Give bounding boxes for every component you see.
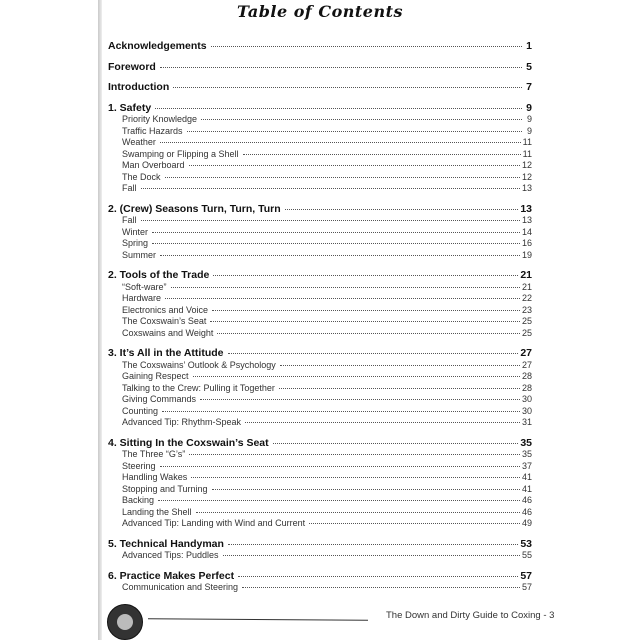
toc-chapter-entry[interactable] [108, 103, 532, 115]
entry-page-number: 53 [520, 537, 532, 550]
entry-page-number: 21 [521, 281, 532, 292]
entry-page-number: 1 [526, 40, 532, 52]
dot-leader [141, 188, 520, 189]
toc-section [108, 270, 532, 339]
entry-title: 2. (Crew) Seasons Turn, Turn, Turn [108, 202, 281, 215]
entry-title: Fall [122, 215, 137, 225]
toc-chapter-entry[interactable] [108, 438, 532, 450]
dot-leader [165, 177, 520, 178]
entry-page-number: 27 [521, 359, 532, 370]
entry-page-number: 13 [520, 202, 532, 215]
entry-title: The Coxswains’ Outlook & Psychology [122, 359, 276, 370]
entry-title: The Three “G’s” [122, 449, 186, 459]
toc-subentry[interactable] [108, 582, 532, 594]
toc-subentry[interactable] [108, 406, 532, 418]
dot-leader [189, 454, 520, 455]
toc-subentry[interactable] [108, 149, 532, 161]
toc-subentry[interactable] [108, 394, 532, 406]
dot-leader [211, 46, 522, 47]
toc-section [108, 438, 532, 530]
toc-subentry[interactable] [108, 360, 532, 372]
dot-leader [212, 310, 520, 311]
toc-subentry[interactable] [108, 172, 532, 184]
entry-page-number: 21 [520, 269, 532, 281]
dot-leader [187, 131, 522, 132]
dot-leader [141, 220, 520, 221]
entry-page-number: 25 [521, 327, 532, 338]
toc-section [108, 41, 532, 53]
toc-subentry[interactable] [108, 238, 532, 250]
entry-page-number: 9 [526, 125, 532, 136]
entry-title: Electronics and Voice [122, 304, 209, 315]
entry-title: 4. Sitting In the Coxswain’s Seat [108, 436, 269, 449]
entry-page-number: 9 [526, 101, 532, 114]
footer-page-label: The Down and Dirty Guide to Coxing - 3 [386, 610, 555, 621]
dot-leader [160, 466, 520, 467]
entry-page-number: 13 [521, 215, 532, 225]
entry-title: Advanced Tip: Rhythm-Speak [122, 417, 242, 427]
dot-leader [200, 399, 520, 400]
dot-leader [213, 275, 518, 276]
entry-page-number: 22 [521, 293, 532, 303]
entry-title: 1. Safety [108, 101, 152, 114]
entry-page-number: 46 [521, 495, 532, 505]
dot-leader [189, 165, 520, 166]
entry-page-number: 25 [521, 316, 532, 326]
entry-title: 3. It’s All in the Attitude [108, 347, 224, 359]
toc-subentry[interactable] [108, 449, 532, 461]
entry-page-number: 57 [521, 582, 532, 592]
entry-page-number: 30 [521, 405, 532, 416]
dot-leader [193, 376, 520, 377]
toc-subentry[interactable] [108, 472, 532, 484]
dot-leader [160, 67, 522, 68]
dot-leader [152, 232, 520, 233]
page-title: Table of Contents [236, 2, 404, 21]
entry-page-number: 5 [526, 60, 532, 73]
entry-page-number: 14 [521, 226, 532, 237]
toc-subentry[interactable] [108, 484, 532, 496]
dot-leader [160, 255, 520, 256]
toc-chapter-entry[interactable] [108, 348, 532, 360]
toc-subentry[interactable] [108, 160, 532, 172]
toc-subentry[interactable] [108, 518, 532, 530]
entry-title: Landing the Shell [122, 506, 192, 517]
toc-subentry[interactable] [108, 383, 532, 395]
entry-title: Handling Wakes [122, 472, 188, 482]
entry-title: “Soft-ware” [122, 281, 167, 292]
entry-title: Gaining Respect [122, 371, 189, 381]
entry-title: Swamping or Flipping a Shell [122, 148, 239, 159]
dot-leader [196, 512, 520, 513]
entry-page-number: 19 [521, 249, 532, 260]
entry-page-number: 31 [521, 417, 532, 427]
dot-leader [210, 321, 520, 322]
dot-leader [201, 119, 522, 120]
dot-leader [228, 544, 518, 545]
entry-title: Introduction [108, 81, 170, 93]
entry-title: Hardware [122, 293, 162, 303]
entry-title: Backing [122, 495, 155, 505]
entry-title: Summer [122, 249, 157, 260]
footer-divider [148, 618, 368, 621]
page-edge-shadow [98, 0, 102, 640]
dot-leader [212, 489, 520, 490]
entry-page-number: 41 [521, 472, 532, 482]
entry-page-number: 35 [521, 449, 532, 459]
toc-section [108, 204, 532, 262]
toc-subentry[interactable] [108, 126, 532, 138]
dot-leader [171, 287, 520, 288]
toc-section [108, 62, 532, 74]
dot-leader [152, 243, 520, 244]
dot-leader [285, 209, 519, 210]
toc-section [108, 348, 532, 429]
entry-title: 2. Tools of the Trade [108, 269, 210, 281]
entry-title: Foreword [108, 60, 156, 73]
toc-subentry[interactable] [108, 550, 532, 562]
toc-section [108, 82, 532, 94]
dot-leader [158, 500, 520, 501]
entry-page-number: 41 [521, 483, 532, 494]
entry-title: Steering [122, 460, 156, 471]
entry-page-number: 23 [521, 304, 532, 315]
toc-chapter-entry[interactable] [108, 62, 532, 74]
entry-page-number: 27 [520, 347, 532, 359]
dot-leader [173, 87, 522, 88]
toc-subentry[interactable] [108, 371, 532, 383]
entry-page-number: 11 [522, 137, 532, 147]
entry-page-number: 13 [521, 183, 532, 193]
entry-title: Advanced Tips: Puddles [122, 550, 219, 560]
dot-leader [279, 388, 520, 389]
dot-leader [280, 365, 520, 366]
entry-title: Traffic Hazards [122, 125, 183, 136]
entry-title: Talking to the Crew: Pulling it Together [122, 382, 275, 393]
dot-leader [245, 422, 520, 423]
entry-page-number: 9 [526, 114, 532, 124]
entry-page-number: 7 [526, 81, 532, 93]
toc-section [108, 571, 532, 594]
toc-subentry[interactable] [108, 461, 532, 473]
entry-title: Coxswains and Weight [122, 327, 214, 338]
entry-page-number: 12 [521, 171, 532, 182]
toc-subentry[interactable] [108, 215, 532, 227]
entry-page-number: 16 [521, 238, 532, 248]
toc-chapter-entry[interactable] [108, 571, 532, 583]
entry-page-number: 30 [521, 394, 532, 404]
entry-title: Fall [122, 183, 137, 193]
toc-subentry[interactable] [108, 227, 532, 239]
entry-page-number: 46 [521, 506, 532, 517]
entry-page-number: 57 [520, 569, 532, 582]
entry-title: Stopping and Turning [122, 483, 208, 494]
dot-leader [243, 154, 521, 155]
toc-subentry[interactable] [108, 114, 532, 126]
entry-title: Counting [122, 405, 159, 416]
toc-subentry[interactable] [108, 328, 532, 340]
dot-leader [165, 298, 520, 299]
dot-leader [223, 555, 520, 556]
entry-page-number: 11 [522, 148, 532, 159]
entry-title: 6. Practice Makes Perfect [108, 569, 235, 582]
toc-subentry[interactable] [108, 293, 532, 305]
toc-subentry[interactable] [108, 305, 532, 317]
entry-title: Man Overboard [122, 160, 185, 170]
toc-subentry[interactable] [108, 507, 532, 519]
entry-title: Communication and Steering [122, 582, 239, 592]
entry-title: Acknowledgements [108, 40, 207, 52]
entry-page-number: 37 [521, 460, 532, 471]
toc-chapter-entry[interactable] [108, 41, 532, 53]
dot-leader [217, 333, 520, 334]
toc-chapter-entry[interactable] [108, 270, 532, 282]
entry-title: Priority Knowledge [122, 114, 198, 124]
entry-page-number: 12 [521, 160, 532, 170]
entry-title: 5. Technical Handyman [108, 537, 224, 550]
dot-leader [160, 142, 521, 143]
entry-title: The Coxswain’s Seat [122, 316, 207, 326]
toc-subentry[interactable] [108, 495, 532, 507]
entry-title: Spring [122, 238, 149, 248]
toc-subentry[interactable] [108, 250, 532, 262]
dot-leader [238, 576, 518, 577]
book-logo-seal [107, 604, 143, 640]
toc-section [108, 103, 532, 195]
dot-leader [242, 587, 520, 588]
table-of-contents [108, 41, 532, 594]
dot-leader [309, 523, 520, 524]
toc-subentry[interactable] [108, 316, 532, 328]
toc-section [108, 539, 532, 562]
entry-title: The Dock [122, 171, 161, 182]
dot-leader [228, 353, 519, 354]
entry-title: Advanced Tip: Landing with Wind and Current [122, 518, 306, 528]
entry-page-number: 28 [521, 371, 532, 381]
entry-page-number: 35 [520, 436, 532, 449]
dot-leader [162, 411, 520, 412]
entry-title: Winter [122, 226, 149, 237]
dot-leader [191, 477, 520, 478]
entry-page-number: 55 [521, 550, 532, 560]
entry-title: Giving Commands [122, 394, 197, 404]
dot-leader [273, 443, 519, 444]
entry-title: Weather [122, 137, 156, 147]
entry-page-number: 49 [521, 518, 532, 528]
toc-chapter-entry[interactable] [108, 82, 532, 94]
toc-chapter-entry[interactable] [108, 204, 532, 216]
dot-leader [155, 108, 522, 109]
toc-subentry[interactable] [108, 282, 532, 294]
toc-subentry[interactable] [108, 183, 532, 195]
toc-chapter-entry[interactable] [108, 539, 532, 551]
toc-subentry[interactable] [108, 417, 532, 429]
entry-page-number: 28 [521, 382, 532, 393]
toc-subentry[interactable] [108, 137, 532, 149]
